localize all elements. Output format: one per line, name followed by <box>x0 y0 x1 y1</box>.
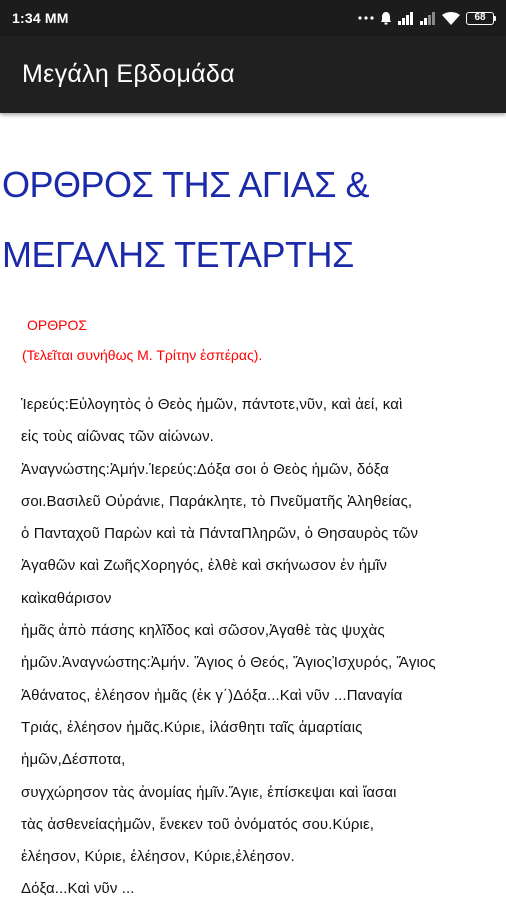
alarm-icon <box>380 11 392 25</box>
status-bar <box>0 0 506 36</box>
text-line: Ἀθάνατος, ἐλέησον ἡμᾶς (ἐκ γ΄)Δόξα...Καὶ νῦν ...Παναγία <box>21 686 403 704</box>
text-line: ὁ Πανταχοῦ Παρὼν καὶ τὰ ΠάνταΠληρῶν, ὁ Θησαυρὸς τῶν <box>21 525 419 543</box>
signal-icon <box>398 12 414 25</box>
wifi-icon <box>442 12 460 25</box>
dots-icon <box>358 15 374 21</box>
text-line: ἡμῶν.Ἀναγνώστης:Ἀμήν. Ἅγιος ὁ Θεός, ἍγιοςἸσχυρός, Ἅγιος <box>21 654 436 672</box>
text-line: ἡμῶν,Δέσποτα, <box>21 751 126 769</box>
text-line: ἐλέησον, Κύριε, ἐλέησον, Κύριε,ἐλέησον. <box>21 848 295 866</box>
liturgy-text <box>21 395 491 912</box>
text-line: Ἀγαθῶν καὶ ΖωῆςΧορηγός, ἐλθὲ καὶ σκήνωσον ἐν ἡμῖν <box>21 557 387 575</box>
status-icons <box>358 11 496 25</box>
text-line: Δόξα...Καὶ νῦν ... <box>21 880 135 898</box>
app-bar <box>0 36 506 113</box>
heading-line-2: ΜΕΓΑΛΗΣ ΤΕΤΑΡΤΗΣ <box>2 234 354 275</box>
section-title: ΟΡΘΡΟΣ <box>27 317 87 333</box>
text-line: καὶκαθάρισον <box>21 589 112 607</box>
app-title: Μεγάλη Εβδομάδα <box>22 60 235 88</box>
battery-icon <box>466 12 496 25</box>
signal-icon <box>420 12 436 25</box>
text-line: Ἱερεύς:Εὐλογητὸς ὁ Θεὸς ἡμῶν, πάντοτε,νῦν, καὶ ἀεί, καὶ <box>21 396 403 413</box>
text-line: Τριάς, ἐλέησον ἡμᾶς.Κύριε, ἱλάσθητι ταῖς ἁμαρτίαις <box>21 718 363 736</box>
text-line: εἰς τοὺς αἰῶνας τῶν αἰώνων. <box>21 428 214 446</box>
text-line: τὰς ἀσθενείαςἡμῶν, ἕνεκεν τοῦ ὀνόματός σου.Κύριε, <box>21 815 375 833</box>
battery-level: 68 <box>466 12 494 25</box>
text-line: σοι.Βασιλεῦ Οὐράνιε, Παράκλητε, τὸ Πνεῦματῆς Ἀληθείας, <box>21 492 413 510</box>
status-time: 1:34 MM <box>12 10 69 26</box>
text-line: συγχώρησον τὰς ἀνομίας ἡμῖν.Ἅγιε, ἐπίσκεψαι καὶ ἴασαι <box>21 783 397 801</box>
text-line: ἡμᾶς ἀπὸ πάσης κηλῖδος καὶ σῶσον,Ἀγαθὲ τὰς ψυχὰς <box>21 622 385 640</box>
section-note: (Τελεῖται συνήθως Μ. Τρίτην ἑσπέρας). <box>22 347 263 363</box>
battery-tip <box>494 16 496 21</box>
heading-line-1: ΟΡΘΡΟΣ ΤΗΣ ΑΓΙΑΣ & <box>2 164 370 205</box>
text-line: Ἀναγνώστης:Ἀμήν.Ἱερεύς:Δόξα σοι ὁ Θεὸς ἡμῶν, δόξα <box>21 460 389 478</box>
